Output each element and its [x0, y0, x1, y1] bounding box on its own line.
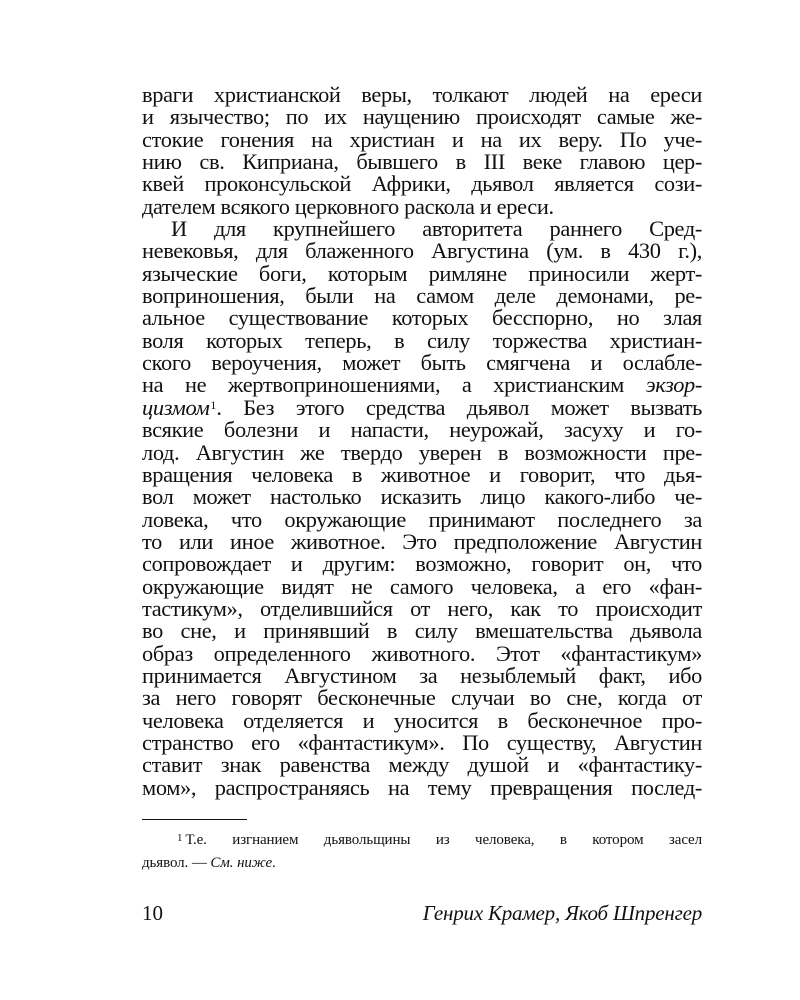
- text-line: человека отделяется и уносится в бесконечное про-: [142, 707, 702, 733]
- text-line: [142, 374, 702, 396]
- footnote-marker: 1: [177, 832, 183, 844]
- text-line: принимается Августином за незыблемый факт, ибо: [142, 662, 702, 688]
- text-line: воля которых теперь, в силу торжества христиан-: [142, 327, 702, 353]
- footnote-divider: [142, 819, 247, 820]
- text-segment: на не жертвоприношениями, а христианским: [142, 372, 625, 398]
- footnote-line: [142, 829, 702, 852]
- text-line: мом», распространяясь на тему превращения послед-: [142, 774, 702, 800]
- text-line: стокие гонения на христиан и на их веру. По уче-: [142, 126, 702, 152]
- text-line: нию св. Киприана, бывшего в III веке главою цер-: [142, 149, 702, 175]
- italic-term: цизмом: [142, 394, 210, 420]
- text-line: воприношения, были на самом деле демонами, ре-: [142, 283, 702, 309]
- text-line: ловека, что окружающие принимают последнего за: [142, 506, 702, 532]
- book-page: [142, 84, 702, 964]
- text-line: лод. Августин же твердо уверен в возможности пре-: [142, 439, 702, 465]
- text-segment: Без этого средства дьявол может вызвать: [243, 394, 702, 420]
- text-line: квей проконсульской Африки, дьявол является сози-: [142, 171, 702, 197]
- text-line: всякие болезни и напасти, неурожай, засуху и го-: [142, 417, 702, 443]
- text-line: невековья, для блаженного Августина (ум. в 430 г.),: [142, 238, 702, 264]
- text-line: языческие боги, которым римляне приносили жерт-: [142, 260, 702, 286]
- punctuation: .: [216, 394, 222, 420]
- paragraph-start-line: И для крупнейшего авторитета раннего Сред-: [171, 216, 702, 242]
- text-line: враги христианской веры, толкают людей на ереси: [142, 82, 702, 107]
- text-line: вращения человека в животное и говорит, что дья-: [142, 461, 702, 487]
- text-line: альное существование которых бесспорно, но злая: [142, 305, 702, 331]
- text-line: странство его «фантастикум». По существу, Августин: [142, 729, 702, 755]
- footnote-text: дьявол. —: [142, 855, 211, 871]
- text-line: окружающие видят не самого человека, а его «фан-: [142, 573, 702, 599]
- text-line: ского вероучения, может быть смягчена и ослабле-: [142, 350, 702, 376]
- text-line: во сне, и принявший в силу вмешательства дьявола: [142, 618, 702, 644]
- text-line: за него говорят бесконечные случаи во сне, когда от: [142, 685, 702, 711]
- footnote: [142, 829, 702, 875]
- page-number: 10: [142, 901, 163, 925]
- main-text: [142, 84, 702, 799]
- footnote-line: [142, 852, 702, 875]
- text-line: то или иное животное. Это предположение Августин: [142, 528, 702, 554]
- footnote-text: Т.е. изгнанием дьявольщины из человека, в котором засел: [185, 832, 702, 848]
- text-line: образ определенного животного. Этот «фантастикум»: [142, 640, 702, 666]
- running-title: Генрих Крамер, Якоб Шпренгер: [422, 901, 702, 925]
- text-line: ставит знак равенства между душой и «фантастику-: [142, 752, 702, 778]
- text-line: [142, 394, 702, 420]
- text-line: и язычество; по их наущению происходят самые же-: [142, 104, 702, 130]
- text-line: сопровождает и другим: возможно, говорит он, что: [142, 551, 702, 577]
- footnote-crossref: См. ниже: [210, 855, 273, 871]
- text-line: вол может настолько исказить лицо какого-либо че-: [142, 484, 702, 510]
- footnote-reference[interactable]: 1: [210, 397, 217, 412]
- italic-term: экзор-: [645, 372, 702, 398]
- punctuation: .: [272, 855, 276, 871]
- text-line: тастикум», отделившийся от него, как то происходит: [142, 595, 702, 621]
- text-line: дателем всякого церковного раскола и ереси.: [142, 193, 554, 219]
